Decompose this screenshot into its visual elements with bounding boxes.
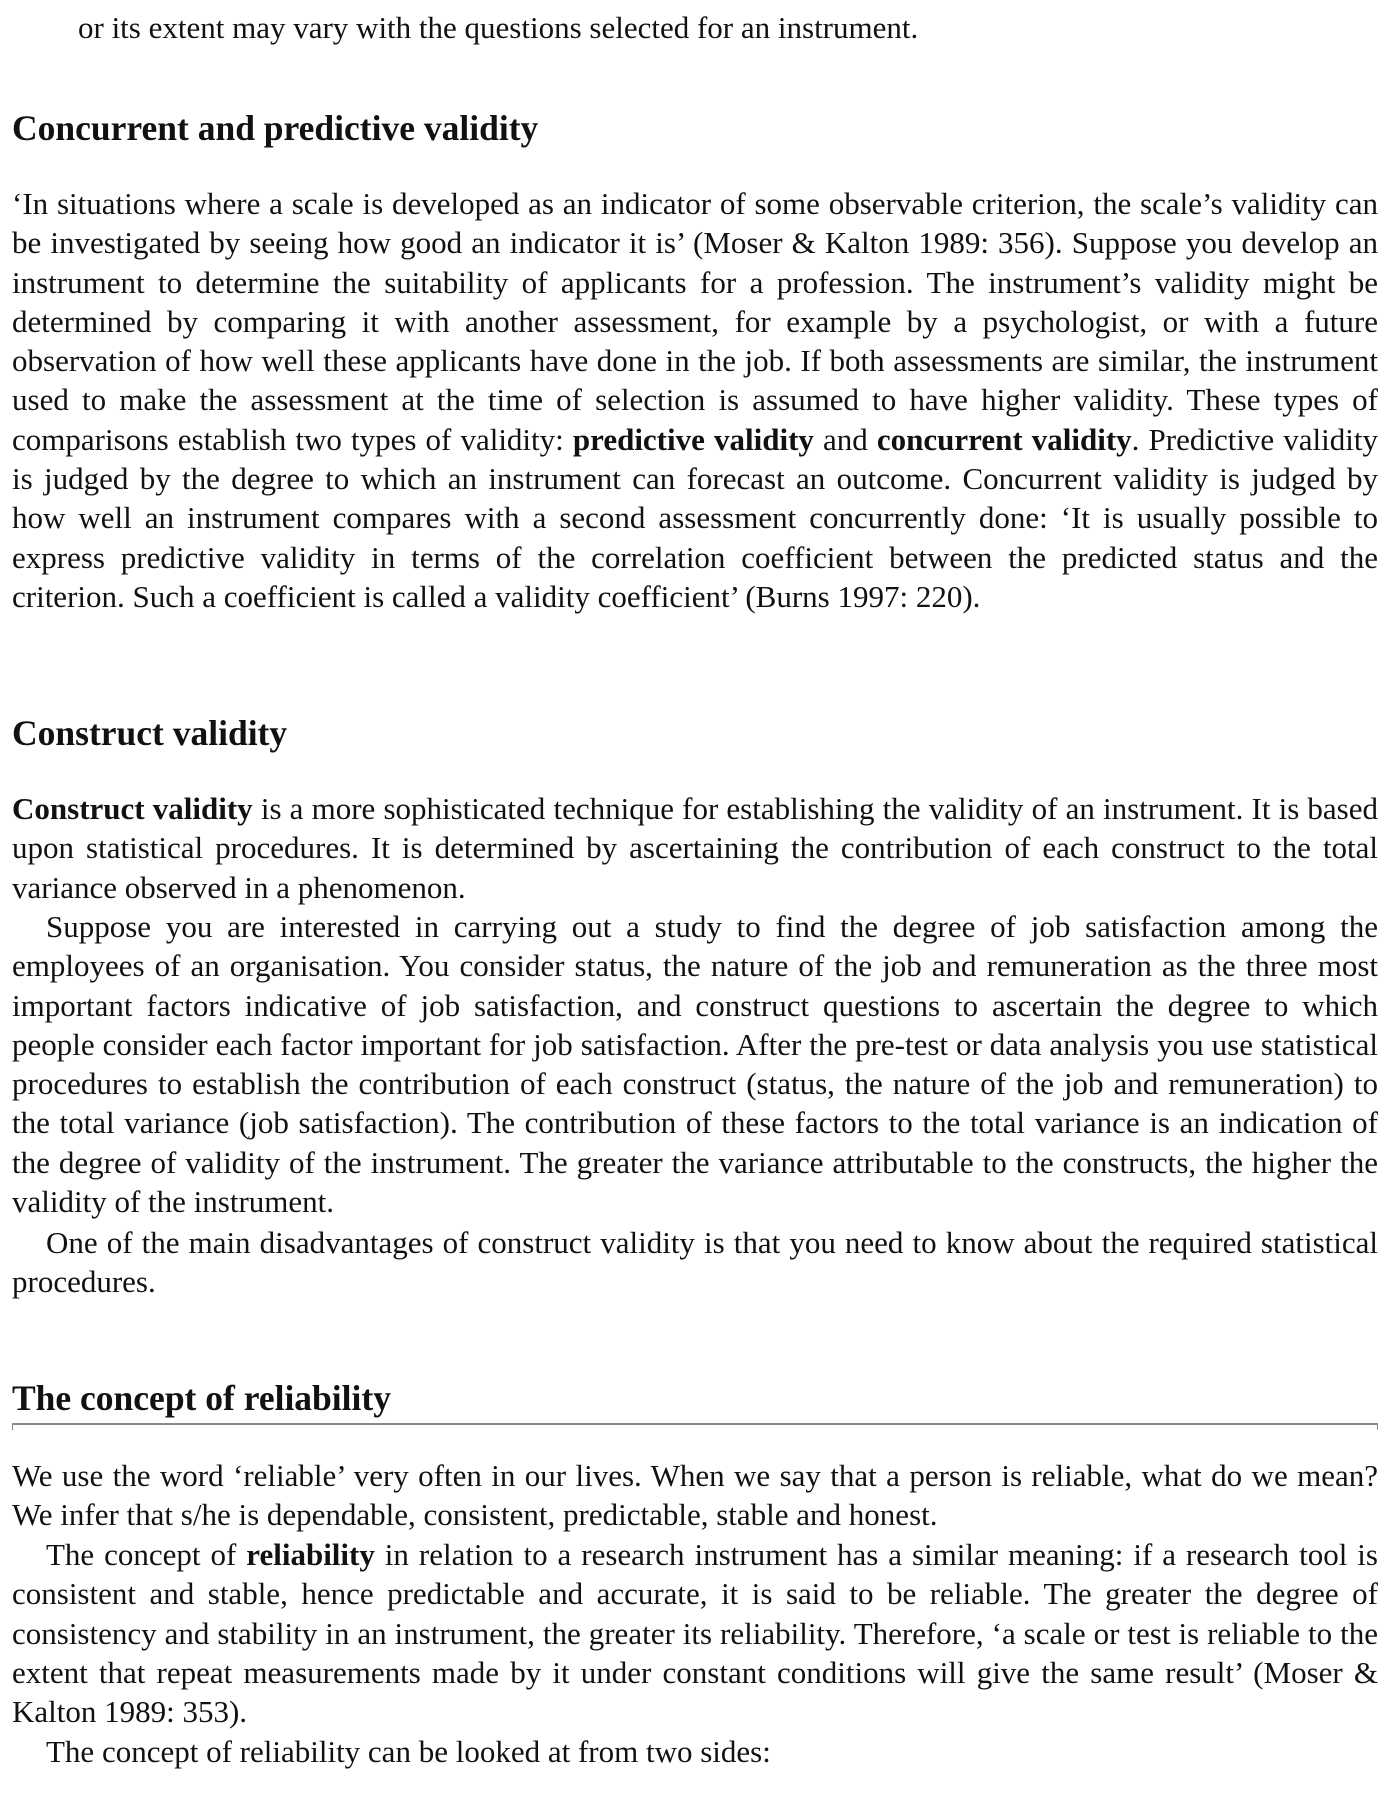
paragraph-construct-example: Suppose you are interested in carrying out a study to find the degree of job satisfaction among the employees of an organisation. You consider status, the nature of the job and remuneration as the three most important factors indicative of job satisfaction, and construct questions to ascertain the degree to which people consider each factor important for job satisfaction. After the pre-test or data analysis you use statistical procedures to establish the contribution of each construct (status, the nature of the job and remuneration) to the total variance (job satisfaction). The contribution of these factors to the total variance is an indication of the degree of validity of the instrument. The greater the variance attributable to the constructs, the higher the validity of the instrument. — [12, 909, 1378, 1220]
paragraph-reliability-two-sides: The concept of reliability can be looked at from two sides: — [46, 1734, 771, 1769]
top-fragment: or its extent may vary with the questions selected for an instrument. — [78, 10, 919, 45]
text-run: in relation to a research instrument has a similar meaning: if a research tool is consistent and stable, hence predictable and accurate, it is said to be reliable. The greater the degree of consistency and stability in an instrument, the greater its reliability. Therefore, ‘a scale or test is reliable to the extent that repeat measurements made by it under constant conditions will give the same result’ (Moser & Kalton 1989: 353). — [12, 1537, 1378, 1730]
paragraph-construct-disadvantage: One of the main disadvantages of construct validity is that you need to know about the required statistical procedures. — [12, 1225, 1378, 1300]
text-run: is a more sophisticated technique for establishing the validity of an instrument. It is based upon statistical procedures. It is determined by ascertaining the contribution of each construct to the total variance observed in a phenomenon. — [12, 791, 1379, 905]
text-run: ‘In situations where a scale is developed as an indicator of some observable criterion, the scale’s validity can be investigated by seeing how good an indicator it is’ (Moser & Kalton 1989: 356). Suppose you develop an instrument to determine the suitability of applicants for a profession. The instrument’s validity might be determined by comparing it with another assessment, for example by a psychologist, or with a future observation of how well these applicants have done in the job. If both assessments are similar, the instrument used to make the assessment at the time of selection is assumed to have higher validity. These types of comparisons establish two types of validity: — [12, 186, 1378, 457]
heading-construct-validity: Construct validity — [12, 713, 288, 753]
term-construct-validity: Construct validity — [12, 791, 253, 826]
heading-underline-rule — [12, 1423, 1378, 1430]
heading-concurrent-predictive-validity: Concurrent and predictive validity — [12, 108, 539, 148]
paragraph-concurrent-predictive — [12, 184, 1378, 616]
text-run: . Predictive validity is judged by the degree to which an instrument can forecast an outcome. Concurrent validity is judged by how well an instrument compares with a second assessment concurrently done: ‘It is usually possible to express predictive validity in terms of the correlation coefficient between the predicted status and the criterion. Such a coefficient is called a validity coefficient’ (Burns 1997: 220). — [12, 421, 1378, 614]
term-reliability: reliability — [246, 1537, 375, 1572]
paragraph-construct-intro — [12, 789, 1378, 907]
paragraph-reliability-definition — [12, 1535, 1378, 1731]
term-concurrent-validity: concurrent validity — [876, 421, 1132, 457]
text-run: The concept of — [46, 1537, 247, 1572]
paragraph-reliable-everyday: We use the word ‘reliable’ very often in our lives. When we say that a person is reliable, what do we mean? We infer that s/he is dependable, consistent, predictable, stable and honest. — [12, 1458, 1378, 1533]
term-predictive-validity: predictive validity — [572, 421, 814, 457]
text-run: and — [813, 421, 877, 457]
heading-concept-of-reliability: The concept of reliability — [12, 1378, 391, 1418]
